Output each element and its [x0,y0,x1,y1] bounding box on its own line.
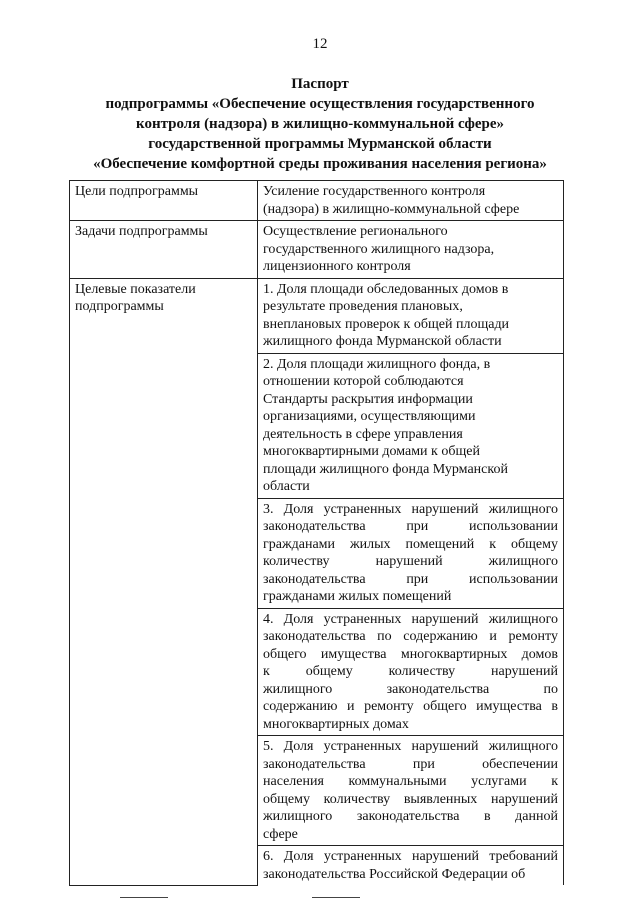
title-line: контроля (надзора) в жилищно-коммунальной сфере» [136,116,504,132]
text-line: 4. Доля устраненных нарушений жилищного [263,611,558,627]
row-label: Задачи подпрограммы [70,221,258,279]
footer-rule [312,897,360,898]
text-line: количеству нарушений жилищного [263,554,558,569]
text-line: законодательства по содержанию и ремонту [263,629,558,644]
text-line: деятельность в сфере управления [263,426,463,442]
title-line: Паспорт [291,76,349,92]
page-number: 12 [312,36,328,52]
text-line: жилищного фонда Мурманской области [263,334,502,349]
text-line: законодательства при обеспечении [263,756,558,772]
text-line: содержанию и ремонту общего имущества в [263,699,558,714]
footer-rule [120,897,168,898]
title-line: государственной программы Мурманской области [148,136,492,152]
text-line: организациями, осуществляющими [263,409,476,424]
table-row-tasks [70,221,564,279]
text-line: законодательства при использовании [263,571,558,587]
text-line: законодательства Российской Федерации об [263,866,526,882]
row-label [70,278,258,885]
text-line: государственного жилищного надзора, [263,241,495,257]
text-line: жилищного законодательства в данной [263,809,558,824]
indicator-item-5 [258,736,564,846]
label-line: подпрограммы [75,299,164,314]
row-label: Цели подпрограммы [70,181,258,221]
text-line: 2. Доля площади жилищного фонда, в [263,356,491,372]
text-line: внеплановых проверок к общей площади [263,316,510,332]
text-line: общего имущества многоквартирных домов [263,646,558,662]
indicator-item-2 [258,353,564,498]
text-line: жилищного законодательства по [263,681,558,697]
text-line: лицензионного контроля [263,259,411,274]
text-line: к общему количеству нарушений [263,664,558,679]
text-line: результате проведения плановых, [263,299,463,314]
text-line: многоквартирными домами к общей [263,444,480,459]
text-line: гражданами жилых помещений к общему [263,536,558,552]
document-title [60,74,580,174]
text-line: сфере [263,826,298,842]
text-line: многоквартирных домах [263,716,409,732]
text-line: 3. Доля устраненных нарушений жилищного [263,501,558,517]
indicator-item-3 [258,498,564,608]
indicator-item-4 [258,608,564,736]
text-line: (надзора) в жилищно-коммунальной сфере [263,201,520,217]
indicator-item-1 [258,278,564,353]
indicator-item-6 [258,846,564,886]
table-row-goals [70,181,564,221]
text-line: области [263,479,310,494]
label-line: Целевые показатели [75,281,196,297]
text-line: законодательства при использовании [263,519,558,534]
row-value [258,221,564,279]
text-line: общему количеству выявленных нарушений [263,791,558,807]
text-line: отношении которой соблюдаются [263,374,464,389]
text-line: площади жилищного фонда Мурманской [263,461,508,477]
text-line: населения коммунальными услугами к [263,774,558,789]
text-line: Осуществление регионального [263,224,448,239]
text-line: 6. Доля устраненных нарушений требований [263,849,558,864]
title-line: «Обеспечение комфортной среды проживания населения региона» [93,156,547,172]
text-line: гражданами жилых помещений [263,589,452,604]
table-row-indicators [70,278,564,353]
text-line: 1. Доля площади обследованных домов в [263,281,509,297]
passport-table [69,180,564,886]
text-line: Усиление государственного контроля [263,184,486,199]
text-line: 5. Доля устраненных нарушений жилищного [263,739,558,754]
text-line: Стандарты раскрытия информации [263,391,473,407]
title-line: подпрограммы «Обеспечение осуществления государственного [105,96,535,112]
row-value [258,181,564,221]
